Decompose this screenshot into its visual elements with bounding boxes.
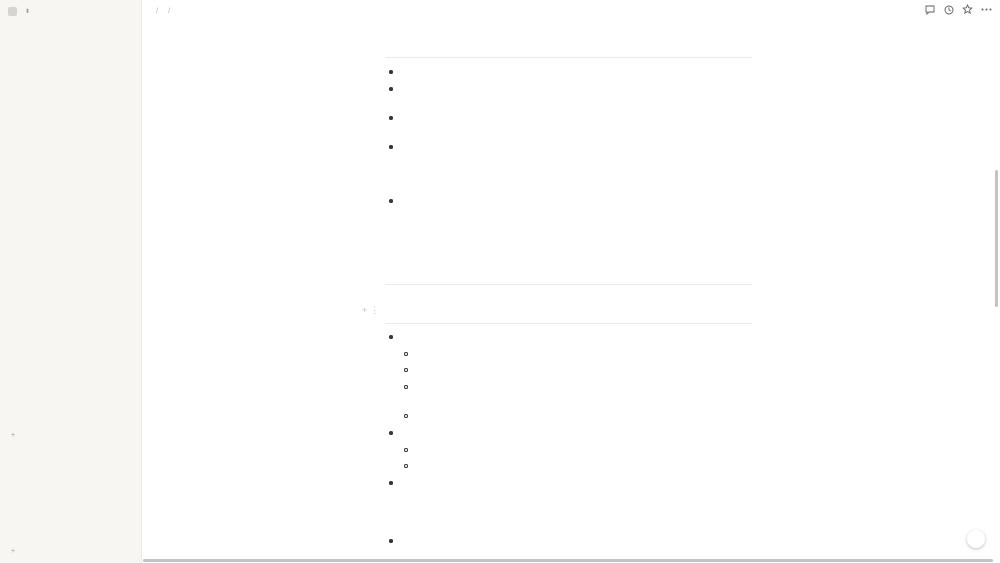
breadcrumb-separator: / [156,6,159,15]
workspace-avatar [8,7,17,16]
heading-divider [385,284,752,285]
star-icon[interactable] [962,4,973,15]
clock-icon[interactable] [943,4,954,15]
plus-icon: + [10,547,16,555]
new-page-button[interactable] [0,545,142,557]
block-handle[interactable] [362,305,379,316]
comment-icon[interactable] [924,4,935,15]
help-button[interactable] [967,530,985,548]
sidebar [0,0,142,563]
workspace-switcher[interactable] [8,5,30,17]
vertical-scrollbar[interactable] [995,170,998,307]
heading-divider [385,57,752,58]
plus-icon[interactable]: + [362,305,368,315]
add-page-button[interactable] [0,429,142,441]
page-actions [916,4,992,15]
plus-icon: + [10,431,16,439]
more-icon[interactable] [981,4,992,15]
topbar [142,0,1000,22]
breadcrumb-separator: / [168,6,171,15]
breadcrumb [151,6,175,15]
horizontal-scrollbar[interactable] [143,559,993,562]
heading-divider [385,323,752,324]
drag-handle-icon[interactable]: ⋮ [370,305,380,315]
chevron-updown-icon: ⬍ [25,8,31,15]
